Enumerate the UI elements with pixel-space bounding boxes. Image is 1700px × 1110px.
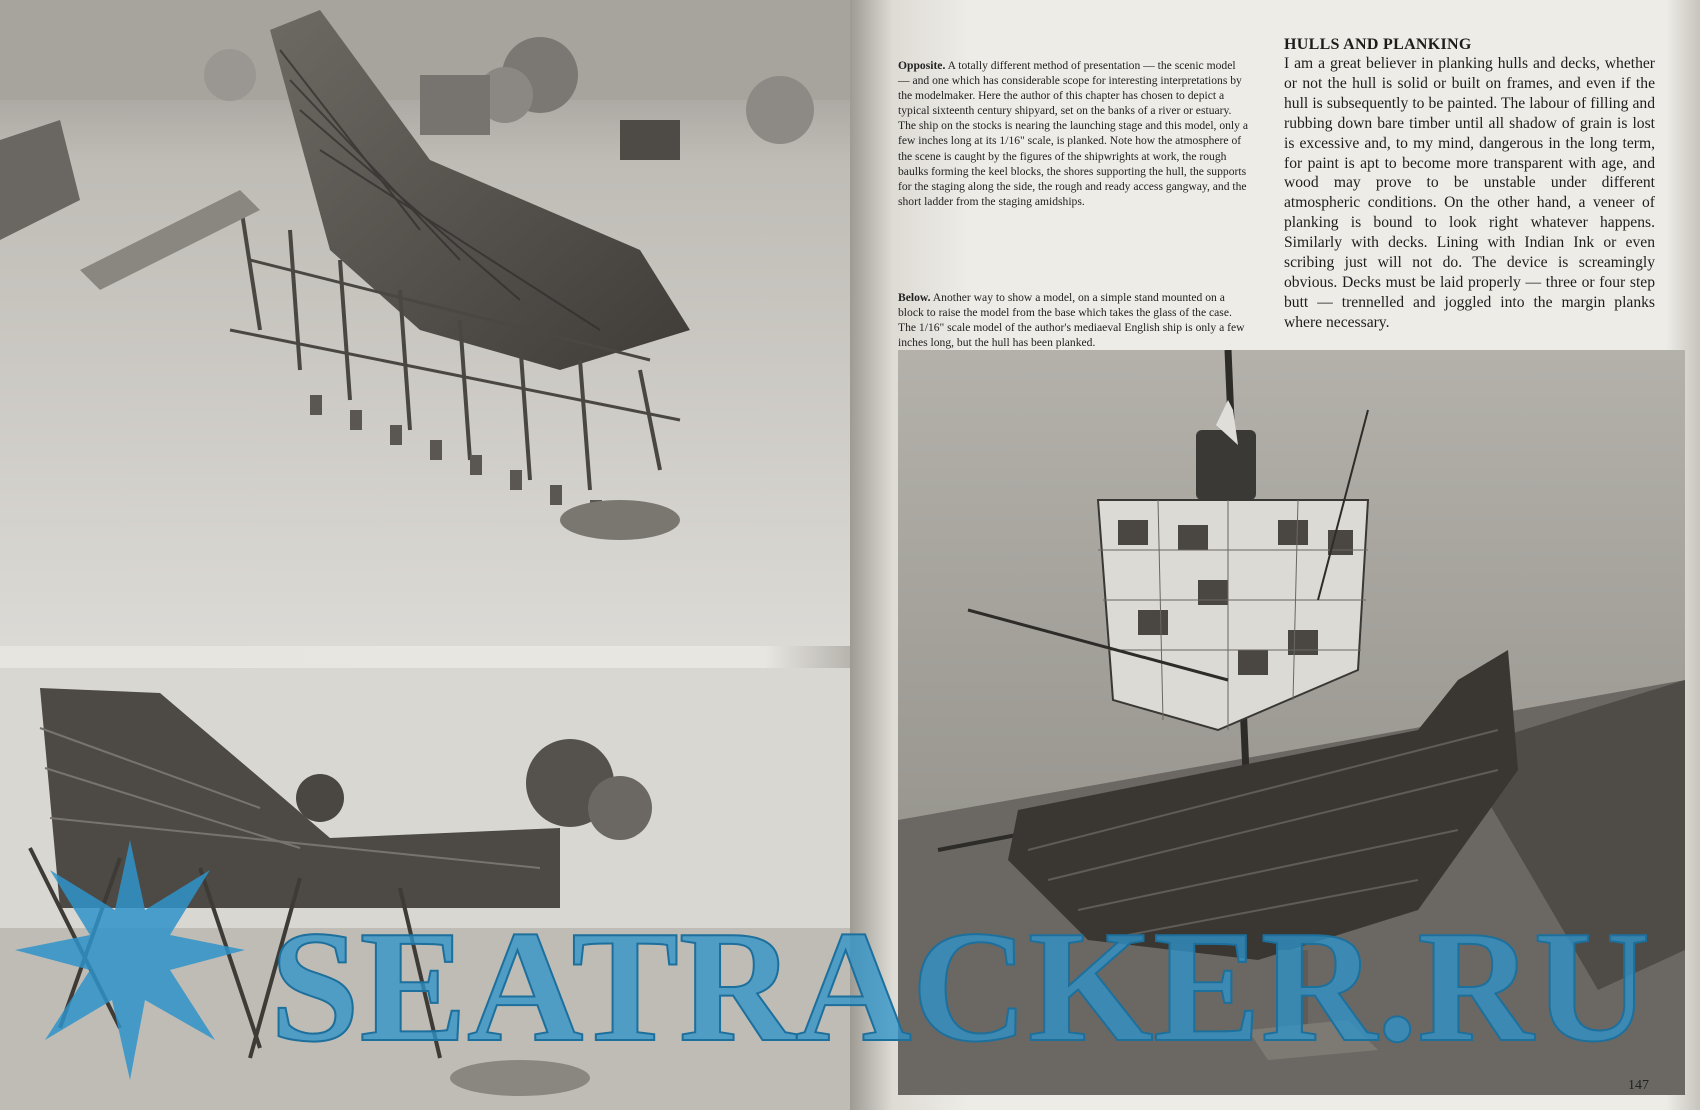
caption-opposite-lead: Opposite.	[898, 59, 946, 72]
page-number: 147	[1628, 1078, 1649, 1093]
shipyard-model-photo	[0, 0, 850, 646]
caption-opposite	[898, 58, 1250, 209]
caption-below	[898, 290, 1250, 350]
caption-below-text: Another way to show a model, on a simple stand mounted on a block to raise the model from the base which takes the glass of the case. The 1/16" scale model of the author's mediaeval English ship is only a few inches long, but the hull has been planked.	[898, 291, 1245, 350]
body-text: I am a great believer in planking hulls and decks, whether or not the hull is solid or built on frames, and even if the hull is subsequently to be painted. The labour of filling and rubbing down bare timber until all shadow of grain is lost is excessive and, to my mind, dangerous in the long term, for paint is apt to become more transparent with age, and wood may prove to be unstable under different atmospheric conditions. On the other hand, a veneer of planking is bound to look right whatever happens. Similarly with decks. Lining with Indian Ink or even scribing just will not do. The device is screamingly obvious. Decks must be laid properly — three or four step butt — trennelled and joggled into the margin planks where necessary.	[1284, 55, 1655, 331]
caravel-model-photo	[898, 350, 1685, 1095]
section-heading: HULLS AND PLANKING	[1284, 36, 1472, 53]
caption-opposite-text: A totally different method of presentation — the scenic model — and one which has considerable scope for interesting interpretations by the modelmaker. Here the author of this chapter has chosen to depict a typical sixteenth century shipyard, set on the banks of a river or estuary. The ship on the stocks is nearing the launching stage and this model, only a few inches long at its 1/16" scale, is planked. Note how the atmosphere of the scene is caught by the figures of the shipwrights at work, the rough baulks forming the keel blocks, the shores supporting the hull, the supports for the staging along the side, the rough and ready access gangway, and the short ladder from the staging amidships.	[898, 59, 1248, 208]
shipyard-side-photo	[0, 668, 850, 1110]
watermark-text: SEATRACKER.RU	[270, 897, 1650, 1075]
caption-below-lead: Below.	[898, 291, 931, 304]
